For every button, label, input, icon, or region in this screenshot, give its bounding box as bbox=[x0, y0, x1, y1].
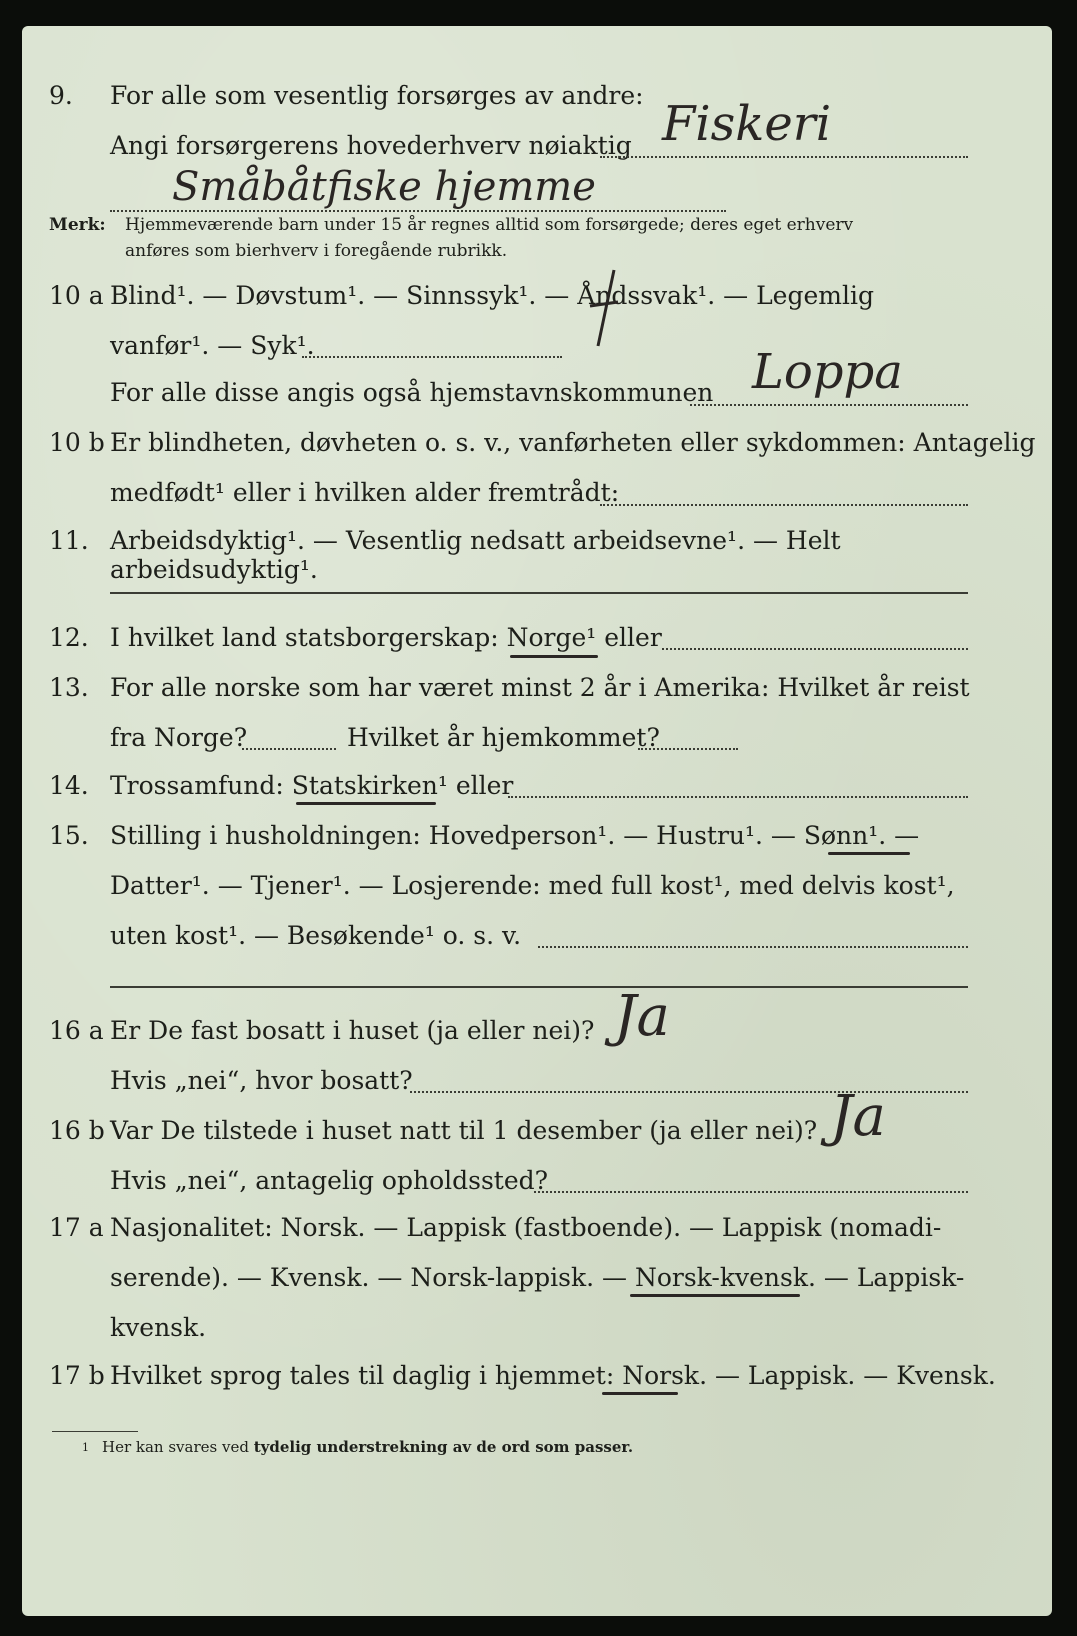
q13-line2b: Hvilket år hjemkommet? bbox=[347, 723, 660, 752]
q15-answer-line bbox=[538, 946, 968, 948]
q11-number: 11. bbox=[49, 526, 89, 555]
q16b-line2: Hvis „nei“, antagelig opholdssted? bbox=[110, 1166, 549, 1195]
q13-line1: For alle norske som har været minst 2 år i Amerika: Hvilket år reist bbox=[110, 673, 970, 702]
q13-line2a: fra Norge? bbox=[110, 723, 248, 752]
footnote-text-bold: tydelig understrekning av de ord som passer. bbox=[253, 1438, 634, 1456]
q16b-answer-line bbox=[534, 1191, 968, 1193]
q17a-underline-norsk-kvensk bbox=[630, 1294, 800, 1297]
q16a-handwritten-answer: Ja bbox=[614, 984, 670, 1049]
q10a-line2: vanfør¹. — Syk¹. bbox=[110, 331, 315, 360]
q10a-line1: Blind¹. — Døvstum¹. — Sinnssyk¹. — Åndssvak¹. — Legemlig bbox=[110, 281, 874, 310]
footnote-text-plain: Her kan svares ved bbox=[102, 1438, 249, 1456]
footnote-text bbox=[102, 1438, 633, 1456]
q9-handwritten-answer1: Fiskeri bbox=[662, 96, 832, 152]
q9-answer-line bbox=[600, 156, 968, 158]
q13-number: 13. bbox=[49, 673, 89, 702]
q10a-syk-line bbox=[302, 356, 562, 358]
q10b-line1: Er blindheten, døvheten o. s. v., vanførheten eller sykdommen: Antagelig bbox=[110, 428, 1036, 457]
q14-underline-statskirken bbox=[296, 802, 436, 805]
q16a-line2: Hvis „nei“, hvor bosatt? bbox=[110, 1066, 413, 1095]
census-form-card bbox=[22, 26, 1052, 1616]
q14-number: 14. bbox=[49, 771, 89, 800]
q15-answer-rule bbox=[110, 986, 968, 988]
q10b-line2: medfødt¹ eller i hvilken alder fremtrådt: bbox=[110, 478, 620, 507]
q9-line2: Angi forsørgerens hovederhverv nøiaktig bbox=[110, 131, 632, 160]
q15-line1: Stilling i husholdningen: Hovedperson¹. — Hustru¹. — Sønn¹. — bbox=[110, 821, 920, 850]
q16b-number: 16 b bbox=[49, 1116, 105, 1145]
q14-line1: Trossamfund: Statskirken¹ eller bbox=[110, 771, 514, 800]
q13-hjemkommet-line bbox=[638, 748, 738, 750]
q17a-line3: kvensk. bbox=[110, 1313, 207, 1342]
q16b-handwritten-answer: Ja bbox=[830, 1084, 886, 1149]
slash-mark bbox=[588, 266, 628, 356]
q17a-line1: Nasjonalitet: Norsk. — Lappisk (fastboende). — Lappisk (nomadi- bbox=[110, 1213, 942, 1242]
q17b-line1: Hvilket sprog tales til daglig i hjemmet: Norsk. — Lappisk. — Kvensk. bbox=[110, 1361, 996, 1390]
q11-answer-rule bbox=[110, 592, 968, 594]
q17a-line2: serende). — Kvensk. — Norsk-lappisk. — Norsk-kvensk. — Lappisk- bbox=[110, 1263, 965, 1292]
q11-line1: Arbeidsdyktig¹. — Vesentlig nedsatt arbeidsevne¹. — Helt arbeidsudyktig¹. bbox=[110, 526, 841, 584]
q15-underline-sonn bbox=[828, 852, 910, 855]
merk-line2: anføres som bierhverv i foregående rubrikk. bbox=[125, 241, 508, 261]
footnote-mark: 1 bbox=[82, 1441, 89, 1454]
q16a-line1: Er De fast bosatt i huset (ja eller nei)? bbox=[110, 1016, 595, 1045]
q10b-answer-line bbox=[600, 504, 968, 506]
q16b-line1: Var De tilstede i huset natt til 1 desember (ja eller nei)? bbox=[110, 1116, 818, 1145]
q16a-number: 16 a bbox=[49, 1016, 104, 1045]
q10a-answer-line bbox=[690, 404, 968, 406]
q9-answer-line2 bbox=[110, 210, 726, 212]
q17a-number: 17 a bbox=[49, 1213, 104, 1242]
q12-number: 12. bbox=[49, 623, 89, 652]
q9-line1: For alle som vesentlig forsørges av andre: bbox=[110, 81, 644, 110]
q15-line3: uten kost¹. — Besøkende¹ o. s. v. bbox=[110, 921, 522, 950]
q12-answer-line bbox=[662, 648, 968, 650]
q9-handwritten-answer2: Småbåtfiske hjemme bbox=[172, 164, 596, 210]
q10b-number: 10 b bbox=[49, 428, 105, 457]
q17b-underline-norsk bbox=[602, 1392, 678, 1395]
q17b-number: 17 b bbox=[49, 1361, 105, 1390]
q12-underline-norge bbox=[510, 655, 598, 658]
q12-line1: I hvilket land statsborgerskap: Norge¹ eller bbox=[110, 623, 662, 652]
merk-label: Merk: bbox=[49, 215, 106, 235]
q14-answer-line bbox=[508, 796, 968, 798]
q10a-line3: For alle disse angis også hjemstavnskommunen bbox=[110, 378, 714, 407]
q15-line2: Datter¹. — Tjener¹. — Losjerende: med full kost¹, med delvis kost¹, bbox=[110, 871, 955, 900]
q15-number: 15. bbox=[49, 821, 89, 850]
q10a-handwritten-answer: Loppa bbox=[752, 344, 903, 400]
footnote-rule bbox=[52, 1431, 138, 1432]
q9-number: 9. bbox=[49, 81, 73, 110]
q13-reist-line bbox=[242, 748, 336, 750]
q10a-number: 10 a bbox=[49, 281, 104, 310]
merk-line1: Hjemmeværende barn under 15 år regnes alltid som forsørgede; deres eget erhverv bbox=[125, 215, 854, 235]
